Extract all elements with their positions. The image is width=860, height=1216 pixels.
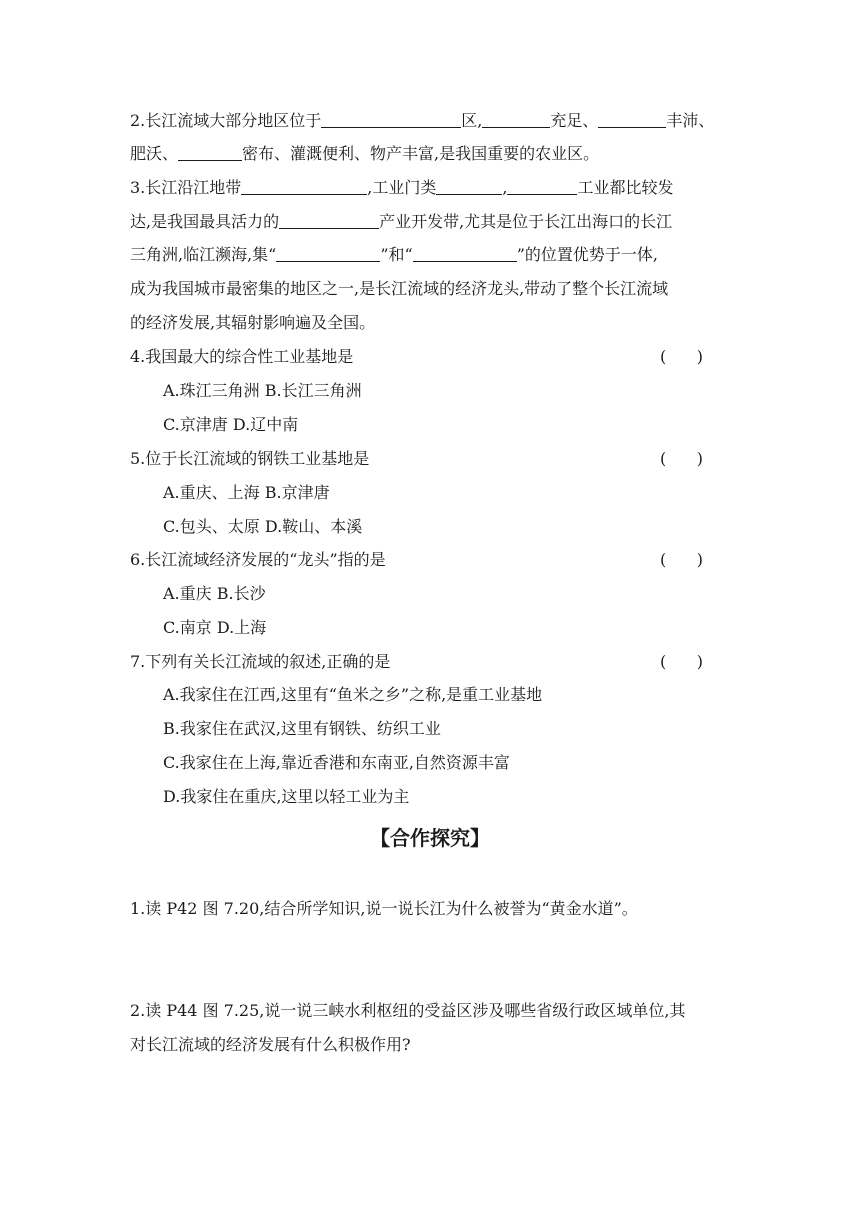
section-heading: 【合作探究】 — [370, 826, 490, 850]
q3-text: , — [502, 178, 508, 197]
q6-stem: 6.长江流域经济发展的“龙头”指的是 — [130, 550, 386, 569]
explore-question-2-line-1: 2.读 P44 图 7.25,说一说三峡水利枢纽的受益区涉及哪些省级行政区域单位,其 — [130, 1001, 686, 1020]
fill-blank[interactable] — [598, 111, 666, 128]
fill-blank[interactable] — [482, 111, 550, 128]
q3-line-5: 的经济发展,其辐射影响遍及全国。 — [130, 313, 376, 332]
answer-parentheses[interactable]: ( ) — [660, 550, 703, 569]
q2-text: 充足、 — [550, 111, 599, 130]
explore-question-1: 1.读 P42 图 7.20,结合所学知识,说一说长江为什么被誉为“黄金水道”。 — [130, 899, 638, 918]
q6-options-1: A.重庆 B.长沙 — [163, 584, 266, 603]
q3-line-2 — [130, 211, 672, 233]
q5-options-1: A.重庆、上海 B.京津唐 — [163, 483, 330, 502]
q4-stem: 4.我国最大的综合性工业基地是 — [130, 347, 354, 366]
q3-text: ,工业门类 — [367, 178, 437, 197]
q7-stem: 7.下列有关长江流域的叙述,正确的是 — [130, 652, 391, 671]
answer-parentheses[interactable]: ( ) — [660, 347, 703, 366]
fill-blank[interactable] — [276, 245, 380, 262]
q3-text: 3.长江沿江地带 — [130, 178, 242, 197]
q2-text: 密布、灌溉便利、物产丰富,是我国重要的农业区。 — [242, 144, 600, 163]
q3-line-1 — [130, 177, 673, 199]
q3-text: 达,是我国最具活力的 — [130, 212, 280, 231]
fill-blank[interactable] — [507, 178, 577, 195]
q5-options-2: C.包头、太原 D.鞍山、本溪 — [163, 517, 363, 536]
q3-text: 产业开发带,尤其是位于长江出海口的长江 — [379, 212, 673, 231]
answer-parentheses[interactable]: ( ) — [660, 652, 703, 671]
fill-blank[interactable] — [279, 212, 379, 229]
q2-text: 区, — [461, 111, 483, 130]
answer-parentheses[interactable]: ( ) — [660, 449, 703, 468]
q4-options-1: A.珠江三角洲 B.长江三角洲 — [163, 381, 362, 400]
q3-text: 三角洲,临江濒海,集“ — [130, 245, 277, 264]
fill-blank[interactable] — [413, 245, 517, 262]
explore-question-2-line-2: 对长江流域的经济发展有什么积极作用? — [130, 1035, 411, 1054]
q6-options-2: C.南京 D.上海 — [163, 618, 267, 637]
q3-text: ”的位置优势于一体, — [516, 245, 659, 264]
q7-option-b: B.我家住在武汉,这里有钢铁、纺织工业 — [163, 719, 441, 738]
q3-line-3 — [130, 244, 658, 266]
q7-option-d: D.我家住在重庆,这里以轻工业为主 — [163, 787, 410, 806]
fill-blank[interactable] — [436, 178, 502, 195]
q2-text: 2.长江流域大部分地区位于 — [130, 111, 322, 130]
q2-text: 丰沛、 — [666, 111, 715, 130]
q4-options-2: C.京津唐 D.辽中南 — [163, 415, 299, 434]
fill-blank[interactable] — [321, 111, 461, 128]
q2-line-1 — [130, 110, 714, 132]
fill-blank[interactable] — [178, 144, 242, 161]
q7-option-a: A.我家住在江西,这里有“鱼米之乡”之称,是重工业基地 — [163, 685, 543, 704]
q2-text: 肥沃、 — [130, 144, 179, 163]
fill-blank[interactable] — [241, 178, 367, 195]
q7-option-c: C.我家住在上海,靠近香港和东南亚,自然资源丰富 — [163, 753, 510, 772]
q5-stem: 5.位于长江流域的钢铁工业基地是 — [130, 449, 370, 468]
q3-text: ”和“ — [380, 245, 413, 264]
q3-line-4: 成为我国城市最密集的地区之一,是长江流域的经济龙头,带动了整个长江流域 — [130, 279, 669, 298]
q3-text: 工业都比较发 — [577, 178, 674, 197]
q2-line-2 — [130, 143, 599, 165]
